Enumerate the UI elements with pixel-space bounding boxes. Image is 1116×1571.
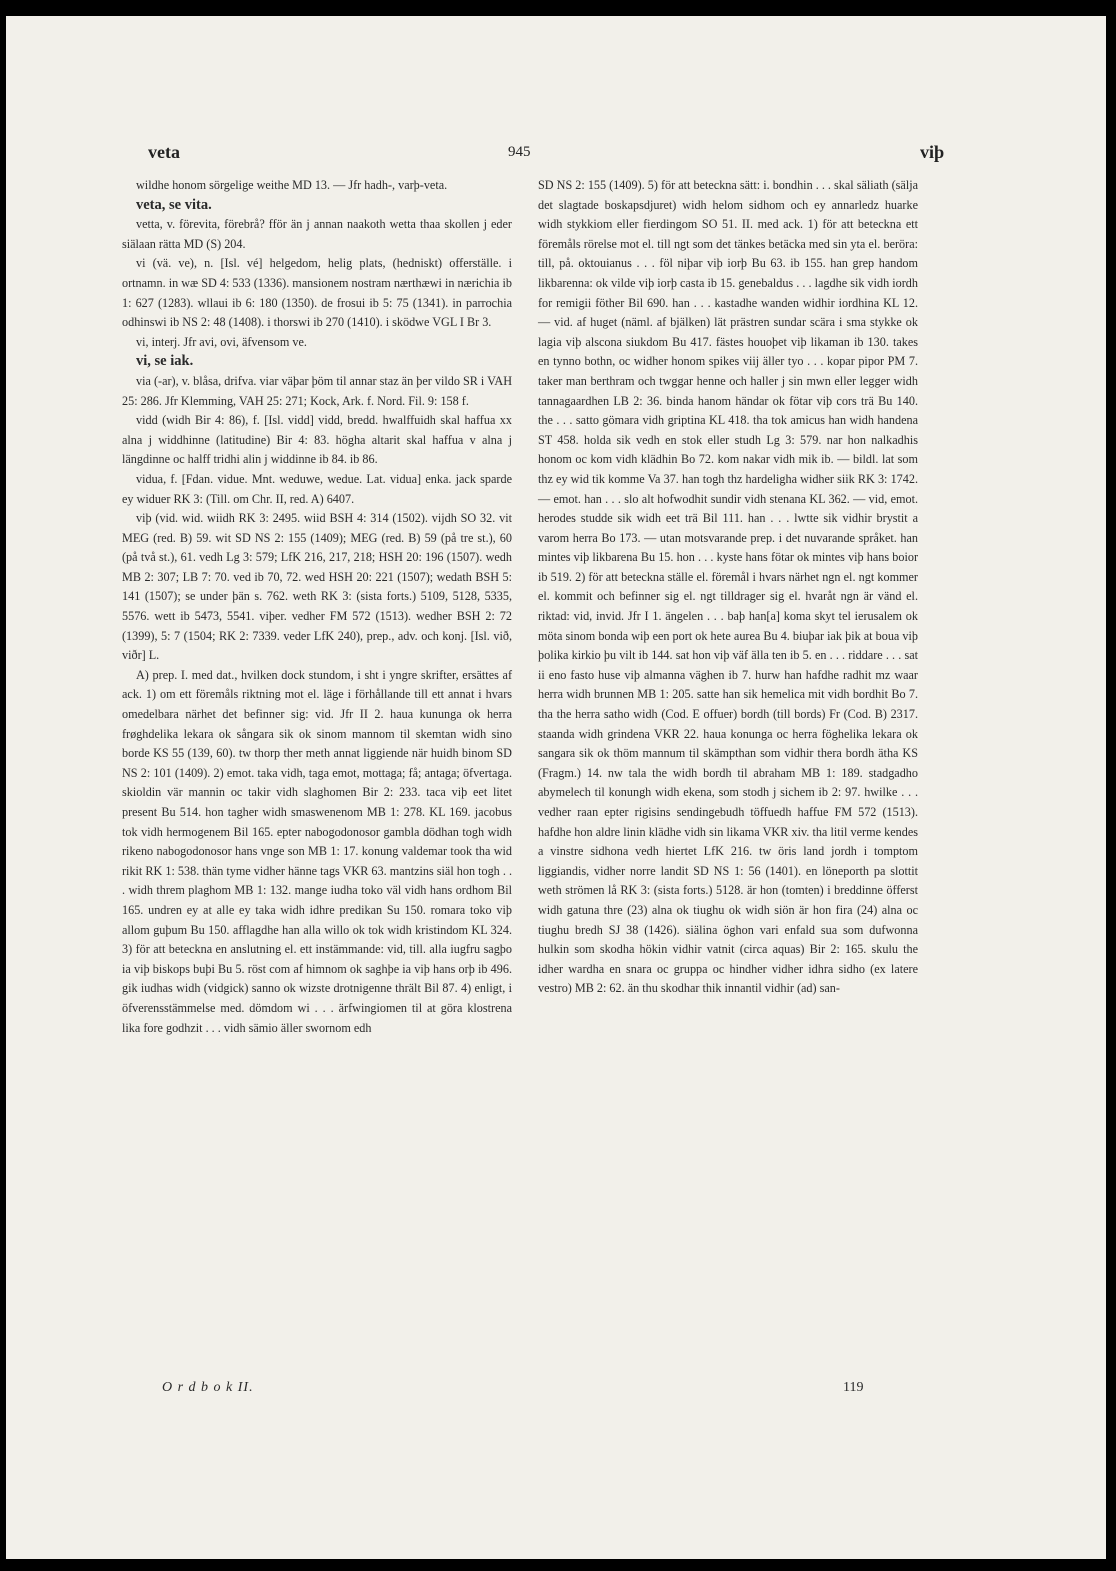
page-number-footer: 119 bbox=[843, 1380, 864, 1395]
entry-paragraph: A) prep. I. med dat., hvilken dock stundom, i sht i yngre skrifter, ersättes af ack. 1) om ett föremåls riktning mot el. läge i förhållande till ett annat i hvars omedelbara närhet det befinner sig: vid. Jfr II 2. haua kununga ok herra frøghdelika lekara ok sångara sik ok sinom mannom til skemtan widh sino borde KS 55 (139, 60). tw thorp ther meth annat liggiende när huidh binom SD NS 2: 101 (1409). 2) emot. taka vidh, taga emot, mottaga; få; antaga; öfvertaga. skioldin vär mannin oc takir vidh slaghomen Bir 2: 233. taca viþ eet litet present Bu 514. hon tagher widh smaswenenom MB 1: 278. KL 169. jacobus tok vidh hermogenem Bil 165. epter nabogodonosor gambla dödhan togh widh rikeno nabogodonosor hans vnge son MB 1: 17. konung valdemar took tha wid rikit RK 1: 538. thän tyme vidher hänne tags VKR 63. mantzins siäl hon togh . . . widh threm plaghom MB 1: 132. mange iudha toko väl vidh hans ordhom Bil 165. undren ey at alle ey taka widh idhre predikan Su 150. romara toko viþ allom guþum Bu 150. afflagdhe han alla willo ok tok widh kristindom KL 324. 3) för att beteckna en anslutning el. ett instämmande: vid, till. alla iugfru sagþo ia viþ biskops buþi Bu 5. röst com af himnom ok saghþe ia viþ hans orþ ib 496. gik iudhas widh (vidgick) sanno ok wizste drotnigenne thrält Bil 87. 4) enligt, i öfverensstämmelse med. dömdom wi . . . ärfwingiomen til at göra klostrena lika fore godhzit . . . vidh sämio äller swornom edh bbox=[122, 667, 512, 1035]
right-column bbox=[538, 176, 918, 999]
entry-paragraph: vi (vä. ve), n. [Isl. vé] helgedom, helig plats, (hedniskt) offerställe. i ortnamn. in wæ SD 4: 533 (1336). mansionem nostram nærthæwi in nærichia ib 1: 627 (1283). wllaui ib 6: 180 (1350). de frosui ib 5: 75 (1341). in parrochia odhinswi ib NS 2: 48 (1408). i thorswi ib 270 (1410). i sködwe VGL I Br 3. bbox=[122, 256, 512, 330]
entry-paragraph: wildhe honom sörgelige weithe MD 13. — Jfr hadh-, varþ-veta. bbox=[136, 178, 448, 192]
entry-paragraph: vidua, f. [Fdan. vidue. Mnt. weduwe, wedue. Lat. vidua] enka. jack sparde ey widuer RK 3: (Till. om Chr. II, red. A) 6407. bbox=[122, 471, 512, 506]
entry-paragraph: vi, interj. Jfr avi, ovi, äfvensom ve. bbox=[136, 334, 307, 349]
entry-paragraph: viþ (vid. wid. wiidh RK 3: 2495. wiid BSH 4: 314 (1502). vijdh SO 32. vit MEG (red. B) 59. wit SD NS 2: 155 (1409); MEG (red. B) 59 (på tre st.), 60 (på två st.), 61. vedh Lg 3: 579; LfK 216, 217, 218; HSH 20: 196 (1507). wedh MB 2: 307; LB 7: 70. ved ib 70, 72. wed HSH 20: 221 (1507); wedath BSH 5: 141 (1507); se under þän s. 762. weth RK 3: (sista forts.) 5109, 5128, 5335, 5576. wett ib 5473, 5541. viþer. vedher FM 572 (1513). wedher BSH 2: 72 (1399), 5: 7 (1504; RK 2: 7339. veder LfK 240), prep., adv. och konj. [Isl. við, viðr] L. bbox=[122, 511, 512, 663]
entry-paragraph: vidd (widh Bir 4: 86), f. [Isl. vidd] vidd, bredd. hwalffuidh skal haffua xx alna j widdhinne (latitudine) Bir 4: 83. högha altarit skal haffua v alna j längdinne oc halff tridhi alin j widdinne ib 84. ib 86. bbox=[122, 413, 512, 467]
entry-paragraph: via (-ar), v. blåsa, drifva. viar väþar þöm til annar staz än þer vildo SR i VAH 25: 286. Jfr Klemming, VAH 25: 271; Kock, Ark. f. Nord. Fil. 9: 158 f. bbox=[122, 373, 512, 408]
running-head-right: viþ bbox=[920, 142, 945, 162]
left-column bbox=[122, 176, 512, 1038]
page-number-header: 945 bbox=[508, 144, 531, 160]
signature-mark: O r d b o k II. bbox=[162, 1380, 254, 1395]
entry-paragraph: vetta, v. förevita, förebrå? fför än j annan naakoth wetta thaa skollen j eder siälaan rätta MD (S) 204. bbox=[122, 217, 512, 251]
entry-paragraph: SD NS 2: 155 (1409). 5) för att beteckna sätt: i. bondhin . . . skal säliath (sälja det slagtade boskapsdjuret) widh helom sidhom och ey annarledz huarke widh stykkiom eller fierdingom SO 51. II. med ack. 1) för att beteckna ett föremåls rörelse mot el. till ngt som det tänkes betäcka med sin yta el. beröra: till, på. oktouianus . . . föl niþar viþ iorþ Bu 63. ib 155. han grep handom likbarenna: ok vilde viþ iorþ casta ib 15. genebaldus . . . lagdhe sik vidh iordh for remigii föther Bil 690. han . . . kastadhe wanden widhir iordhina KL 12. — vid. af huget (näml. af bjälken) lät prästren sundar scära i sma stykke ok lagia viþ alscona siukdom Bu 417. fästes houoþet viþ likaman ib 130. takes en tynno bothn, oc widher honom spikes viij äller tyo . . . kopar pipor PM 7. taker man berthram och twggar henne och haller j sin mwn eller legger widh tannagaardhen LB 2: 36. binda hanom händar ok fötar viþ cors trä Bu 140. the . . . satto gömara vidh griptina KL 418. tha tok amicus han widh handena ST 458. holda sik vedh en stok eller studh Lg 3: 579. nar hon nalkadhis honom oc kom vidh klädhin Bo 72. kom nakar vidh mik ib. — bildl. lat som thz ey wid tik komme Va 37. han togh thz hardeligha widher siik RK 3: 1742. — emot. han . . . slo alt hofwodhit sundir vidh stenana KL 362. — vid, emot. herodes studde sik widh eet trä Bil 111. han . . . lwtte sik vidhir brystit a varom herra Bo 173. — utan motsvarande prep. i det nuvarande språket. han mintes viþ likbarena Bu 15. hon . . . kyste hans fötar ok mintes viþ hans boior ib 519. 2) för att beteckna ställe el. föremål i hvars närhet ngn el. ngt kommer el. kommit och befinner sig el. ngt tilldrager sig el. hvaråt ngn är vänd el. riktad: vid, invid. Jfr I 1. ängelen . . . baþ han[a] koma skyt tel ierusalem ok möta sinom bonda wiþ een port ok hete aurea Bu 4. biuþar iak þik at boua viþ þolika kirkio þu vilt ib 144. sat hon viþ väf älla ten ib 5. en . . . riddare . . . sat ii eno fasto huse viþ almanna väghen ib 7. hurw han hafdhe radhit mz waar herra widh brunnen MB 1: 205. satte han sik hemelica mit vidh bordhit Bo 7. tha the herra satho widh (Cod. E offuer) bordh (till bords) Fr (Cod. B) 2317. staanda widh grindena VKR 22. haua konunga oc herra föghelika lekara ok sangara sik ok thöm mannum til skämpthan som vidhir thera bordh ätha KS (Fragm.) 14. nw tala the widh bordh til abraham MB 1: 189. stadgadho abymelech til konungh widh ekena, som stodh j sichem ib 2: 97. hwilke . . . vedher raan epter rigisins sendingebudh töffuedh haffue FM 572 (1513). hafdhe hon aldre linin klädhe vidh sin likama VKR xiv. tha litil verme kendes a vinstre sidhona vedh hiertet LfK 216. tw öris land jordh i tomptom liggiandis, vidher norre landit SD NS 1: 56 (1401). en löneporth pa slottit weth strömen lå RK 3: (sista forts.) 5128. är hon (tomten) i breddinne öfferst widh gatuna thre (23) alna ok tiughu ok widh siön är hon fira (24) alna oc tiughu bredh SJ 38 (1426). siälina öghon vari enfald sua som dufwonna hulkin som skodha hökin vidhir vatnit (circa aquas) Bir 2: 165. skulu the idher wardha en snara oc gruppa oc hindher vidher idhra sidho (ex latere vestro) MB 2: 62. än thu skodhar thik innantil vidhir (ad) san- bbox=[538, 178, 918, 996]
entry-headword: veta, se vita. bbox=[136, 196, 212, 213]
entry-headword: vi, se iak. bbox=[136, 353, 194, 370]
running-head-left: veta bbox=[148, 142, 180, 162]
